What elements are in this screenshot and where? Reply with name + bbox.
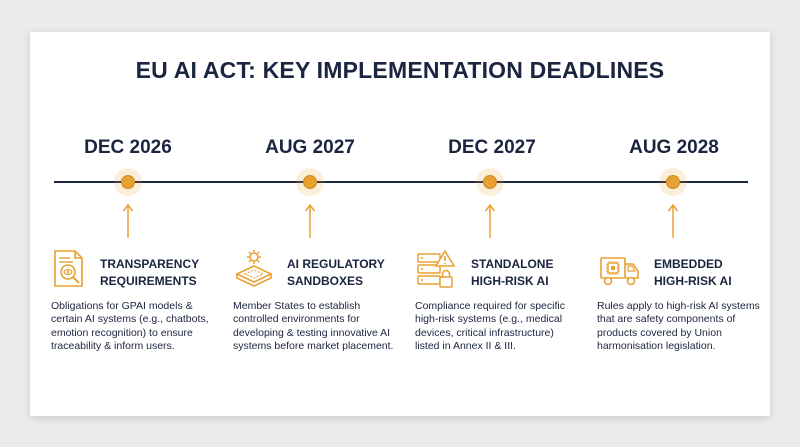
milestone-description: Compliance required for specific high-risk systems (e.g., medical devices, critical infrastructure) listed in Annex II & III. [415,300,565,352]
document-magnifier-icon [49,248,91,290]
milestone-dec-2026 [37,0,219,447]
milestone-heading: STANDALONE HIGH-RISK AI [471,257,554,288]
milestone-date: AUG 2027 [265,137,355,158]
milestone-heading: TRANSPARENCY REQUIREMENTS [100,257,200,288]
milestone-description: Obligations for GPAI models & certain AI systems (e.g., chatbots, emotion recognition) to ensure traceability & inform users. [51,300,209,352]
milestone-aug-2028 [583,0,765,447]
up-arrow-icon [667,203,679,239]
timeline-node [659,168,687,196]
milestone-heading: AI REGULATORY SANDBOXES [287,257,385,288]
milestone-date: AUG 2028 [629,137,719,158]
gear-sandbox-icon [233,248,275,290]
timeline-node [476,168,504,196]
milestone-aug-2027 [219,0,401,447]
milestone-date: DEC 2027 [448,137,536,158]
up-arrow-icon [122,203,134,239]
page-title: EU AI ACT: KEY IMPLEMENTATION DEADLINES [135,57,665,83]
milestone-heading: EMBEDDED HIGH-RISK AI [654,257,732,288]
milestone-description: Member States to establish controlled environments for developing & testing innovative AI systems before market placement. [233,300,394,352]
server-warning-lock-icon [415,248,457,290]
timeline-node [296,168,324,196]
milestone-dec-2027 [401,0,583,447]
up-arrow-icon [484,203,496,239]
up-arrow-icon [304,203,316,239]
timeline-node [114,168,142,196]
truck-chip-icon [599,248,641,290]
milestone-description: Rules apply to high-risk AI systems that are safety components of products covered by Union harmonisation legislation. [597,300,760,352]
milestone-date: DEC 2026 [84,137,172,158]
